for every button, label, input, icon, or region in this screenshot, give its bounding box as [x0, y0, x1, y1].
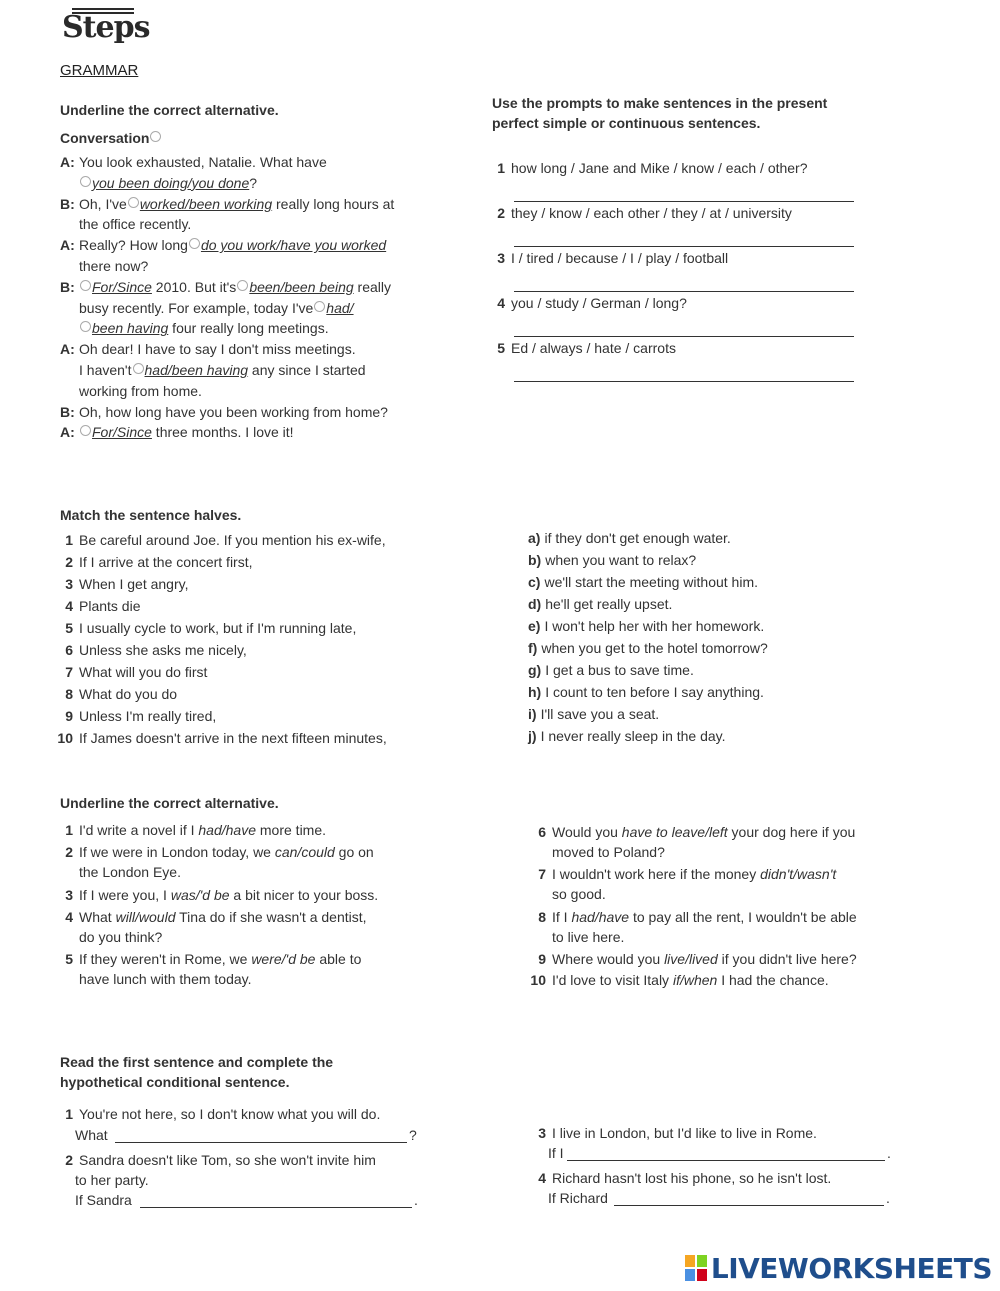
- alternative-item: [528, 970, 829, 990]
- prompt-item: [487, 340, 676, 356]
- conversation-text: You look exhausted, Natalie. What have: [79, 154, 327, 170]
- answer-option[interactable]: worked/been working: [139, 195, 273, 212]
- sentence-half: What will you do first: [79, 664, 208, 680]
- answer-circle-icon[interactable]: [80, 425, 91, 436]
- sentence-half: Plants die: [79, 598, 141, 614]
- match-right-item[interactable]: [528, 618, 764, 634]
- match-left-item: [55, 598, 140, 614]
- item-number: 9: [65, 708, 73, 724]
- answer-option[interactable]: were/'d be: [251, 951, 316, 967]
- match-left-item: [55, 532, 386, 548]
- conversation-text: Oh dear! I have to say I don't miss meetings.: [79, 341, 356, 358]
- first-sentence: I live in London, but I'd like to live in Rome.: [552, 1125, 817, 1141]
- item-number: 1: [65, 1106, 73, 1122]
- item-number: 4: [65, 909, 73, 925]
- match-left-item: [55, 642, 247, 658]
- conversation-line: [60, 339, 356, 359]
- sentence-half: we'll start the meeting without him.: [544, 574, 758, 590]
- answer-option[interactable]: didn't/wasn't: [760, 866, 837, 882]
- sentence-half: I won't help her with her homework.: [544, 618, 765, 634]
- item-letter: b): [528, 552, 542, 568]
- answer-circle-icon[interactable]: [80, 280, 91, 291]
- sentence-half: Unless I'm really tired,: [79, 708, 217, 724]
- item-letter: a): [528, 530, 541, 546]
- match-left-item: [55, 576, 188, 592]
- ex1-subtitle: Conversation: [60, 130, 162, 146]
- sentence-text: to pay all the rent, I wouldn't be able: [629, 909, 857, 925]
- item-number: 1: [497, 160, 505, 176]
- sentence-half: I get a bus to save time.: [545, 662, 694, 678]
- match-left-item: [55, 554, 253, 570]
- conversation-text: the office recently.: [79, 216, 192, 233]
- answer-line[interactable]: [514, 201, 854, 202]
- sentence-continuation: do you think?: [79, 929, 163, 945]
- sentence-text: a bit nicer to your boss.: [229, 887, 379, 903]
- speaker-label: A:: [60, 237, 75, 254]
- answer-option[interactable]: been/been being: [249, 278, 354, 295]
- match-right-item[interactable]: [528, 728, 726, 744]
- conversation-line: [60, 298, 354, 318]
- liveworksheets-icon: [685, 1255, 707, 1281]
- conversation-line: [60, 381, 202, 401]
- sentence-half: when you want to relax?: [545, 552, 697, 568]
- sentence-text: able to: [315, 951, 362, 967]
- match-right-item[interactable]: [528, 684, 764, 700]
- prompt-item: [487, 295, 687, 311]
- prompt-item: [487, 250, 728, 266]
- sentence-half: What do you do: [79, 686, 178, 702]
- match-left-item: [55, 620, 356, 636]
- sentence-half: if they don't get enough water.: [544, 530, 731, 546]
- alternative-item: [528, 907, 857, 947]
- match-left-item: [55, 730, 387, 746]
- sentence-text: What: [79, 909, 116, 925]
- conversation-text: three months. I love it!: [151, 424, 294, 441]
- answer-line[interactable]: [140, 1207, 412, 1208]
- sentence-start: If Richard: [548, 1190, 608, 1206]
- answer-line[interactable]: [567, 1160, 885, 1161]
- item-number: 4: [538, 1170, 546, 1186]
- sentence-half: If James doesn't arrive in the next fifteen minutes,: [79, 730, 387, 746]
- speaker-label: A:: [60, 424, 75, 441]
- alternative-item: [55, 842, 374, 882]
- alternative-item: [55, 949, 361, 989]
- conditional-item: [528, 1168, 831, 1188]
- item-number: 8: [65, 686, 73, 702]
- item-number: 2: [65, 554, 73, 570]
- conversation-text: four really long meetings.: [168, 320, 329, 337]
- item-letter: j): [528, 728, 537, 744]
- ex3-instruction: Match the sentence halves.: [60, 507, 242, 523]
- answer-circle-icon[interactable]: [80, 321, 91, 332]
- answer-option[interactable]: do you work/have you worked: [200, 237, 387, 254]
- answer-circle-icon[interactable]: [237, 280, 248, 291]
- prompt-text: how long / Jane and Mike / know / each / other?: [511, 160, 808, 176]
- ex4-instruction: Underline the correct alternative.: [60, 795, 279, 811]
- item-letter: c): [528, 574, 541, 590]
- sentence-end-punctuation: .: [887, 1145, 891, 1161]
- answer-option[interactable]: For/Since: [92, 278, 152, 295]
- match-right-item[interactable]: [528, 706, 659, 722]
- speaker-label: A:: [60, 154, 75, 170]
- alternative-item: [528, 949, 857, 969]
- conversation-text: Oh, how long have you been working from home?: [79, 403, 388, 420]
- answer-circle-icon[interactable]: [314, 301, 325, 312]
- speaker-label: A:: [60, 341, 75, 358]
- match-left-item: [55, 708, 216, 724]
- answer-circle-icon[interactable]: [189, 238, 200, 249]
- item-number: 4: [65, 598, 73, 614]
- answer-option[interactable]: had/: [326, 299, 354, 316]
- sentence-text: I'd write a novel if I: [79, 822, 199, 838]
- conversation-text: Oh, I've: [79, 195, 127, 212]
- answer-line[interactable]: [115, 1142, 407, 1143]
- prompt-text: Ed / always / hate / carrots: [511, 340, 676, 356]
- sentence-half: Unless she asks me nicely,: [79, 642, 247, 658]
- item-number: 8: [538, 909, 546, 925]
- answer-circle-icon[interactable]: [128, 197, 139, 208]
- match-right-item[interactable]: [528, 596, 672, 612]
- sentence-end-punctuation: ?: [409, 1127, 417, 1143]
- prompt-text: they / know / each other / they / at / university: [511, 205, 792, 221]
- conversation-text: busy recently. For example, today I've: [79, 299, 314, 316]
- prompt-item: [487, 160, 808, 176]
- sentence-end-punctuation: .: [414, 1192, 418, 1208]
- answer-option[interactable]: live/lived: [664, 951, 718, 967]
- prompt-item: [487, 205, 792, 221]
- conditional-item: [55, 1150, 376, 1190]
- speaker-label: B:: [60, 403, 75, 420]
- answer-line[interactable]: [514, 246, 854, 247]
- sentence-text: go on: [334, 844, 374, 860]
- speaker-label: B:: [60, 278, 75, 295]
- alternative-item: [55, 820, 326, 840]
- conversation-line: [60, 194, 394, 214]
- sentence-text: I had the chance.: [717, 972, 829, 988]
- sentence-text: Where would you: [552, 951, 665, 967]
- conversation-line: [60, 214, 191, 234]
- section-title: GRAMMAR: [60, 62, 139, 79]
- answer-circle-icon[interactable]: [80, 176, 91, 187]
- alternative-item: [55, 907, 367, 947]
- first-sentence: Sandra doesn't like Tom, so she won't invite him: [79, 1152, 376, 1168]
- item-letter: g): [528, 662, 542, 678]
- match-right-item[interactable]: [528, 552, 696, 568]
- item-number: 5: [497, 340, 505, 356]
- item-number: 1: [65, 822, 73, 838]
- answer-option[interactable]: been having: [92, 320, 169, 337]
- item-number: 7: [65, 664, 73, 680]
- item-number: 3: [497, 250, 505, 266]
- conversation-line: [60, 173, 257, 193]
- conversation-text: Really? How long: [79, 237, 188, 254]
- sentence-text: If we were in London today, we: [79, 844, 275, 860]
- sentence-continuation: to live here.: [552, 929, 625, 945]
- sentence-end-punctuation: .: [886, 1190, 890, 1206]
- item-number: 2: [497, 205, 505, 221]
- first-sentence: Richard hasn't lost his phone, so he isn't lost.: [552, 1170, 832, 1186]
- sentence-continuation: have lunch with them today.: [79, 971, 252, 987]
- conversation-text: I haven't: [79, 362, 132, 378]
- alternative-item: [528, 864, 836, 904]
- conversation-line: [60, 256, 148, 276]
- sentence-text: If I were you, I: [79, 887, 171, 903]
- answer-line[interactable]: [614, 1205, 884, 1206]
- sentence-start: If I: [548, 1145, 564, 1161]
- sentence-half: when you get to the hotel tomorrow?: [541, 640, 768, 656]
- item-letter: e): [528, 618, 541, 634]
- alternative-item: [528, 822, 855, 862]
- answer-option[interactable]: have to leave/left: [621, 824, 728, 840]
- answer-line[interactable]: [514, 336, 854, 337]
- ex5-instruction: Read the first sentence and complete the hypothetical conditional sentence.: [60, 1054, 334, 1090]
- item-number: 2: [65, 1152, 73, 1168]
- answer-circle-icon[interactable]: [150, 131, 161, 142]
- ex2-instruction: Use the prompts to make sentences in the present perfect simple or continuous sentences.: [492, 95, 828, 131]
- answer-option[interactable]: was/'d be: [170, 887, 230, 903]
- sentence-half: he'll get really upset.: [545, 596, 673, 612]
- answer-line[interactable]: [514, 381, 854, 382]
- match-left-item: [55, 664, 207, 680]
- sentence-half: I usually cycle to work, but if I'm running late,: [79, 620, 357, 636]
- item-number: 3: [65, 576, 73, 592]
- sentence-half: I'll save you a seat.: [540, 706, 660, 722]
- sentence-half: If I arrive at the concert first,: [79, 554, 253, 570]
- steps-logo: Steps: [62, 10, 150, 45]
- answer-option[interactable]: had/been having: [144, 362, 249, 378]
- match-right-item[interactable]: [528, 530, 731, 546]
- item-number: 9: [538, 951, 546, 967]
- match-right-item[interactable]: [528, 640, 768, 656]
- answer-option[interactable]: had/have: [571, 909, 630, 925]
- answer-option[interactable]: if/when: [672, 972, 718, 988]
- sentence-half: Be careful around Joe. If you mention his ex-wife,: [79, 532, 386, 548]
- conversation-line: [60, 402, 388, 422]
- conversation-line: [60, 235, 386, 255]
- first-sentence: You're not here, so I don't know what you will do.: [79, 1106, 381, 1122]
- item-number: 10: [530, 972, 546, 988]
- item-letter: f): [528, 640, 538, 656]
- conditional-item: [55, 1104, 380, 1124]
- item-number: 2: [65, 844, 73, 860]
- match-left-item: [55, 686, 177, 702]
- first-sentence-continuation: to her party.: [75, 1172, 149, 1188]
- conversation-text: working from home.: [79, 382, 202, 399]
- match-right-item[interactable]: [528, 574, 758, 590]
- conversation-text: ?: [249, 174, 258, 191]
- conversation-text: any since I started: [248, 362, 366, 378]
- conversation-line: [60, 277, 391, 297]
- item-number: 6: [65, 642, 73, 658]
- conversation-text: 2010. But it's: [151, 278, 237, 295]
- liveworksheets-logo: LIVEWORKSHEETS: [685, 1252, 992, 1285]
- alternative-item: [55, 885, 378, 905]
- sentence-text: If I: [552, 909, 572, 925]
- item-number: 1: [65, 532, 73, 548]
- item-number: 7: [538, 866, 546, 882]
- conversation-line: [60, 360, 366, 380]
- sentence-half: I count to ten before I say anything.: [545, 684, 764, 700]
- item-letter: i): [528, 706, 537, 722]
- match-right-item[interactable]: [528, 662, 694, 678]
- answer-option[interactable]: For/Since: [92, 424, 152, 441]
- sentence-half: I never really sleep in the day.: [540, 728, 726, 744]
- answer-option[interactable]: can/could: [274, 844, 335, 860]
- item-number: 10: [57, 730, 73, 746]
- sentence-start: What: [75, 1127, 108, 1143]
- conditional-item: [528, 1123, 817, 1143]
- speaker-label: B:: [60, 195, 75, 212]
- answer-option[interactable]: will/would: [115, 909, 176, 925]
- item-number: 3: [65, 887, 73, 903]
- sentence-continuation: moved to Poland?: [552, 844, 665, 860]
- conversation-line: [60, 318, 329, 338]
- prompt-text: I / tired / because / I / play / football: [511, 250, 729, 266]
- item-letter: d): [528, 596, 542, 612]
- sentence-text: Would you: [552, 824, 622, 840]
- sentence-text: more time.: [256, 822, 327, 838]
- conversation-line: [60, 152, 327, 172]
- answer-circle-icon[interactable]: [133, 363, 144, 374]
- item-number: 3: [538, 1125, 546, 1141]
- item-number: 5: [65, 620, 73, 636]
- sentence-text: I wouldn't work here if the money: [552, 866, 761, 882]
- conversation-text: really: [353, 278, 391, 295]
- item-number: 5: [65, 951, 73, 967]
- sentence-text: if you didn't live here?: [717, 951, 857, 967]
- sentence-continuation: the London Eye.: [79, 864, 181, 880]
- sentence-text: Tina do if she wasn't a dentist,: [175, 909, 367, 925]
- conversation-text: really long hours at: [272, 195, 395, 212]
- sentence-text: your dog here if you: [727, 824, 856, 840]
- sentence-text: If they weren't in Rome, we: [79, 951, 252, 967]
- sentence-continuation: so good.: [552, 886, 606, 902]
- answer-line[interactable]: [514, 291, 854, 292]
- answer-option[interactable]: you been doing/you done: [92, 174, 250, 191]
- ex1-instruction: Underline the correct alternative.: [60, 102, 279, 118]
- item-letter: h): [528, 684, 542, 700]
- prompt-text: you / study / German / long?: [511, 295, 687, 311]
- conversation-text: there now?: [79, 258, 149, 274]
- sentence-start: If Sandra: [75, 1192, 132, 1208]
- item-number: 4: [497, 295, 505, 311]
- sentence-half: When I get angry,: [79, 576, 189, 592]
- item-number: 6: [538, 824, 546, 840]
- conversation-line: [60, 422, 294, 442]
- sentence-text: I'd love to visit Italy: [552, 972, 673, 988]
- answer-option[interactable]: had/have: [198, 822, 256, 838]
